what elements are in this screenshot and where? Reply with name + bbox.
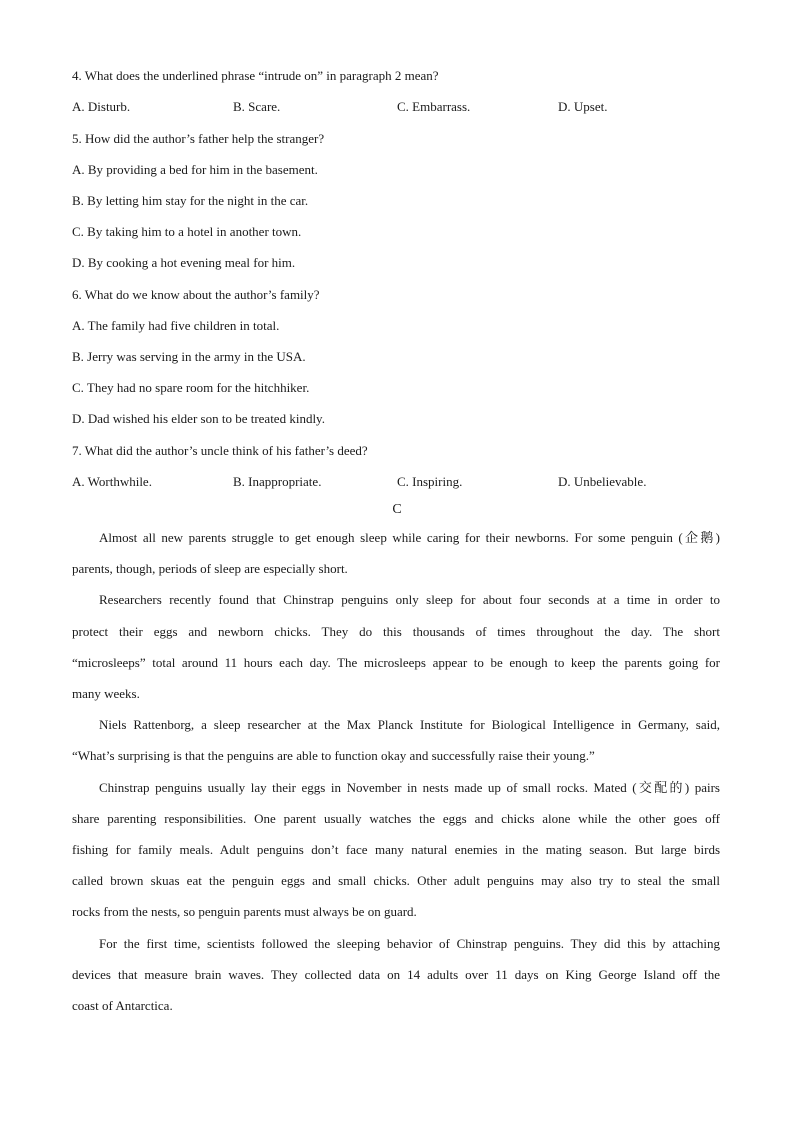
passage-line: fishing for family meals. Adult penguins don’t face many natural enemies in the mating season. But large birds [72,842,720,857]
question-5-option-b: B. By letting him stay for the night in the car. [72,193,309,208]
question-7-option-c: C. Inspiring. [397,474,463,489]
passage-paragraph-4 [72,772,720,928]
passage-line: Niels Rattenborg, a sleep researcher at the Max Planck Institute for Biological Intelligence in Germany, said, [99,717,720,733]
passage-line: Researchers recently found that Chinstrap penguins only sleep for about four seconds at a time in order to [99,592,720,608]
passage-line: many weeks. [72,686,140,701]
question-4-option-a: A. Disturb. [72,99,131,114]
passage-line: Almost all new parents struggle to get enough sleep while caring for their newborns. For some penguin (企鹅) [99,530,720,545]
question-6-option-a: A. The family had five children in total. [72,318,280,333]
passage-line: rocks from the nests, so penguin parents must always be on guard. [72,904,417,920]
passage-paragraph-5 [72,928,720,1022]
question-7-option-d: D. Unbelievable. [558,474,647,489]
passage-line: “microsleeps” total around 11 hours each day. The microsleeps appear to be enough to keep the parents going for [72,654,720,670]
passage-line: coast of Antarctica. [72,998,173,1013]
question-6-option-c: C. They had no spare room for the hitchhiker. [72,380,310,395]
passage-line: protect their eggs and newborn chicks. They do this thousands of times throughout the day. The short [72,623,720,639]
passage-paragraph-1 [72,522,720,584]
question-7-option-b: B. Inappropriate. [233,474,322,489]
question-7-stem: 7. What did the author’s uncle think of his father’s deed? [72,443,368,458]
passage-paragraph-3 [72,709,720,771]
question-6-option-b: B. Jerry was serving in the army in the USA. [72,349,306,364]
passage-line: Chinstrap penguins usually lay their eggs in November in nests made up of small rocks. Mated (交配的) pairs [99,779,720,795]
section-heading: C [392,502,402,517]
passage-line: “What’s surprising is that the penguins are able to function okay and successfully raise their young.” [72,748,595,764]
passage-line: parents, though, periods of sleep are especially short. [72,561,348,577]
passage-line: called brown skuas eat the penguin eggs and small chicks. Other adult penguins may also try to steal the small [72,873,720,889]
question-5-option-d: D. By cooking a hot evening meal for him. [72,255,296,270]
question-4-option-c: C. Embarrass. [397,99,471,114]
passage-paragraph-2 [72,584,720,709]
question-6-option-d: D. Dad wished his elder son to be treated kindly. [72,411,325,426]
question-6-stem: 6. What do we know about the author’s family? [72,287,320,302]
passage-line: share parenting responsibilities. One parent usually watches the eggs and chicks alone while the other goes off [72,810,720,826]
question-7-option-a: A. Worthwhile. [72,474,152,489]
question-4-option-b: B. Scare. [233,99,281,114]
question-4-stem: 4. What does the underlined phrase “intrude on” in paragraph 2 mean? [72,68,439,83]
passage-line: devices that measure brain waves. They collected data on 14 adults over 11 days on King George Island off the [72,966,720,982]
question-4-option-d: D. Upset. [558,99,608,114]
passage-line: For the first time, scientists followed the sleeping behavior of Chinstrap penguins. They did this by attaching [99,935,720,951]
question-5-option-a: A. By providing a bed for him in the basement. [72,162,318,177]
question-5-option-c: C. By taking him to a hotel in another town. [72,224,302,239]
question-5-stem: 5. How did the author’s father help the stranger? [72,131,325,146]
